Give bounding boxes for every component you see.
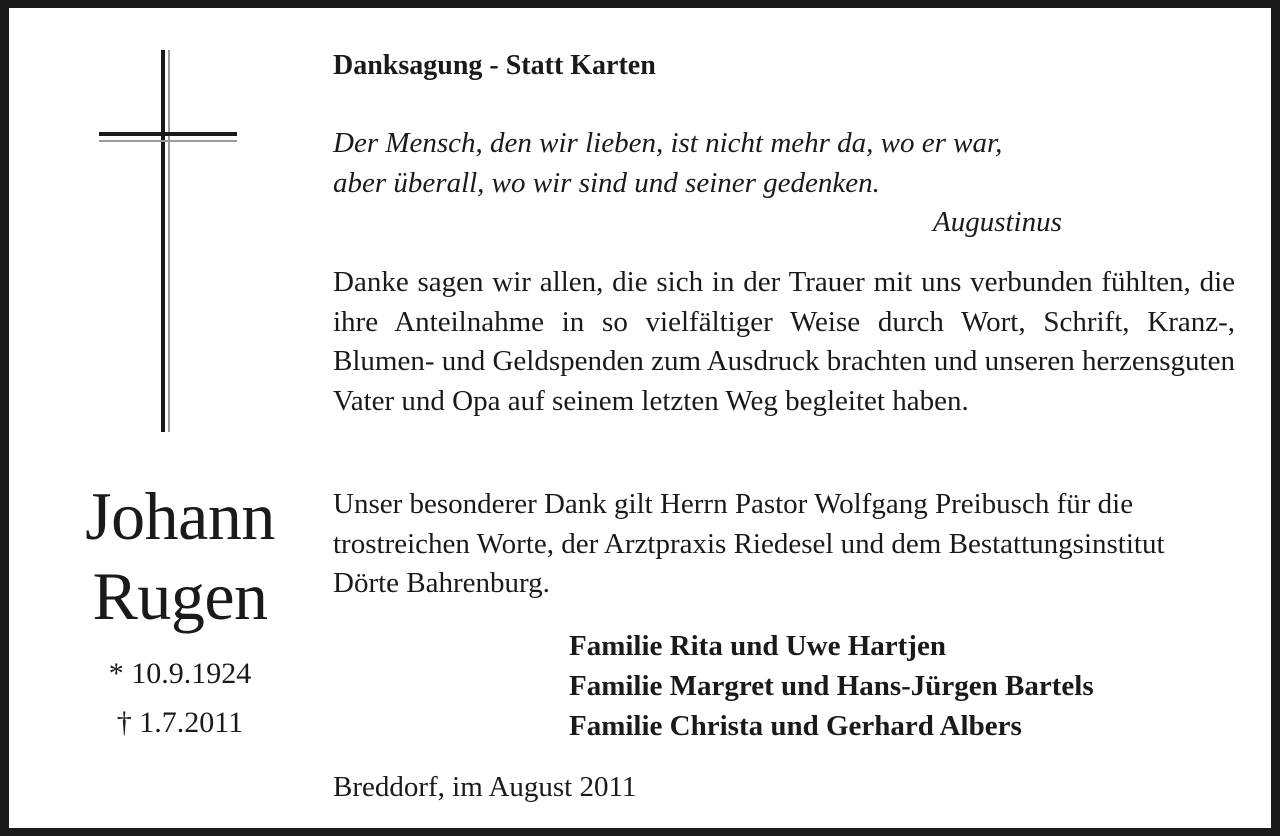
quote <box>333 124 1002 203</box>
notice-heading: Danksagung - Statt Karten <box>333 50 656 81</box>
quote-author: Augustinus <box>933 206 1062 238</box>
deceased-first-name: Johann <box>85 478 275 554</box>
place-date: Breddorf, im August 2011 <box>333 771 637 803</box>
deceased-last-name: Rugen <box>92 558 268 634</box>
special-thanks-paragraph: Unser besonderer Dank gilt Herrn Pastor Wolfgang Preibusch für die trostreichen Worte, der Arztpraxis Riedesel und dem Bestattungsinstitut Dörte Bahrenburg. <box>333 488 1165 600</box>
death-date: † 1.7.2011 <box>116 706 244 739</box>
family-name: Familie Christa und Gerhard Albers <box>569 710 1022 742</box>
quote-line: aber überall, wo wir sind und seiner gedenken. <box>333 166 880 199</box>
family-list <box>569 626 1094 746</box>
thanks-paragraph: Danke sagen wir allen, die sich in der Trauer mit uns verbunden fühlten, die ihre Anteilnahme in so vielfältiger Weise durch Wort, Schrift, Kranz-, Blumen- und Geldspenden zum Ausdruck brachten und unseren herzensguten Vater und Opa auf seinem letzten Weg begleitet haben. <box>333 266 1235 417</box>
family-name: Familie Margret und Hans-Jürgen Bartels <box>569 670 1094 702</box>
cross-icon <box>99 50 237 432</box>
birth-date: * 10.9.1924 <box>108 657 252 690</box>
quote-line: Der Mensch, den wir lieben, ist nicht mehr da, wo er war, <box>333 127 1003 159</box>
family-name: Familie Rita und Uwe Hartjen <box>569 630 946 662</box>
